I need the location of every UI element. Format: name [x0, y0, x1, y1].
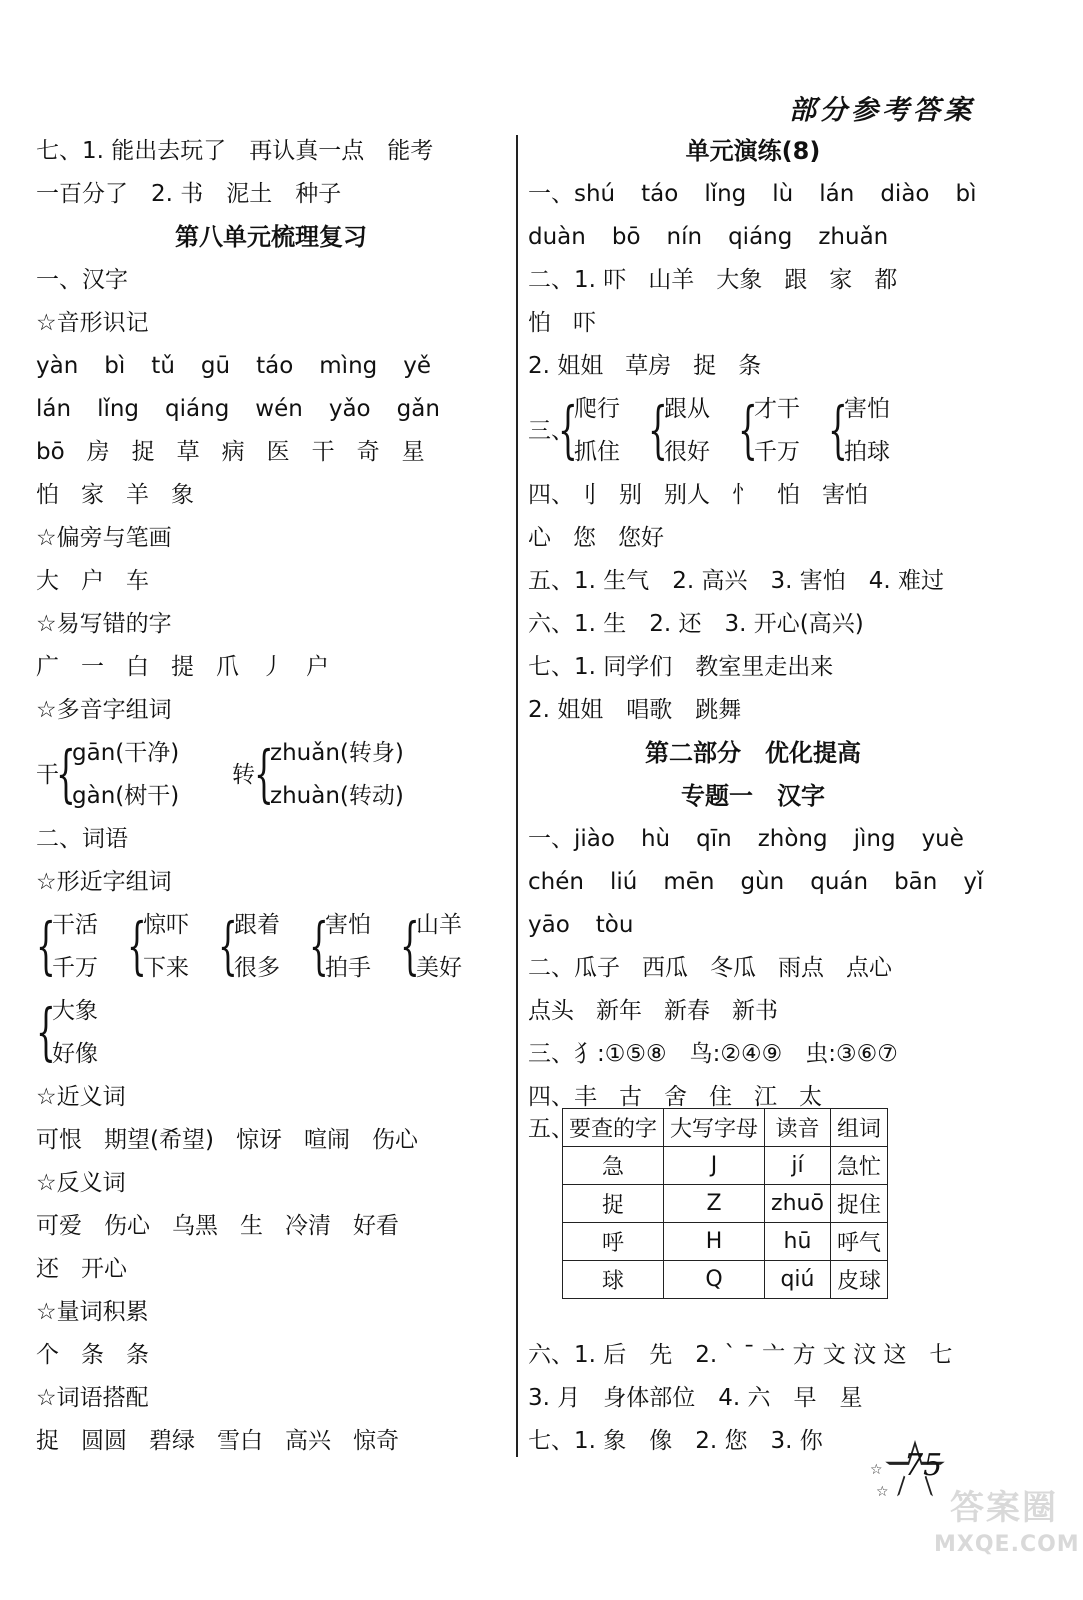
bracket-group [36, 904, 506, 990]
answer-item: 山羊 [648, 267, 695, 293]
pinyin-item: bō [611, 224, 641, 250]
answer-item: 一 [81, 654, 104, 680]
answer-line [528, 947, 978, 990]
polyphone-char: 转 [232, 762, 255, 788]
answer-item: 捉 [36, 1428, 59, 1454]
polyphone-pair [58, 732, 179, 818]
pinyin-item: yě [403, 353, 432, 379]
answer-line: 六、1. 后 先 2. ` ˉ 亠 方 文 汶 这 七 [528, 1342, 953, 1368]
page-number: 75 [904, 1448, 943, 1483]
answer-item: 丿 [261, 654, 284, 680]
pinyin-item: hù [640, 826, 671, 852]
answer-item: 二、1. 吓 [528, 267, 627, 293]
answer-item: 圆圆 [81, 1428, 127, 1454]
column-divider [516, 135, 518, 1457]
pinyin-item: yàn [36, 353, 79, 379]
table-cell: 球 [563, 1261, 664, 1299]
answer-item: 太 [799, 1084, 822, 1110]
answer-item: 害怕 [822, 482, 868, 508]
pinyin-item: táo [256, 353, 294, 379]
pinyin-item: bì [104, 353, 126, 379]
answer-line: ☆反义词 [36, 1170, 126, 1196]
table-row [563, 1147, 888, 1185]
pinyin-item: mìng [319, 353, 378, 379]
answer-line [36, 431, 506, 474]
pinyin-item: duàn [528, 224, 586, 250]
answer-item: 开心 [81, 1256, 127, 1282]
answer-item: 碧绿 [149, 1428, 195, 1454]
answer-line: 七、1. 象 像 2. 您 3. 你 [528, 1428, 823, 1454]
section-heading: 第八单元梳理复习 [175, 223, 367, 251]
pinyin-item: mēn [663, 869, 715, 895]
pinyin-line [528, 818, 978, 861]
bracket-pair [38, 990, 98, 1076]
table-cell: 捉 [563, 1185, 664, 1223]
answer-item: 期望(希望) [104, 1127, 214, 1153]
pinyin-item: lǐng [704, 181, 747, 207]
bracket-word: { 才干 [754, 396, 800, 422]
answer-item: 您 [573, 525, 596, 551]
lookup-table [562, 1108, 888, 1299]
bracket-word: { 干活 [52, 912, 98, 938]
bracket-group [36, 990, 506, 1076]
answer-item: 乌黑 [172, 1213, 218, 1239]
answer-line [36, 1420, 506, 1463]
answer-item: 伤心 [104, 1213, 150, 1239]
answer-item: 生 [240, 1213, 263, 1239]
answer-item: 条 [738, 353, 762, 379]
answer-line: 七、1. 能出去玩了 再认真一点 能考 [36, 138, 434, 164]
answer-item: 病 [221, 439, 245, 465]
answer-item: 家 [81, 482, 104, 508]
table-header-row [563, 1109, 888, 1147]
bracket-pair [830, 388, 890, 474]
answer-item: 广 [36, 654, 59, 680]
pinyin-line [36, 388, 506, 431]
answer-line [528, 259, 978, 302]
answer-item: 江 [754, 1084, 777, 1110]
answer-item: 捉 [131, 439, 155, 465]
pinyin-item: lǐng [97, 396, 140, 422]
answer-item: 二、瓜子 [528, 955, 620, 981]
polyphone-word: { zhuǎn(转身) [270, 740, 404, 766]
answer-item: 伤心 [371, 1127, 418, 1153]
small-star-icon: ☆ [870, 1462, 883, 1478]
answer-line: 一百分了 2. 书 泥土 种子 [36, 181, 342, 207]
table-cell: Q [664, 1261, 765, 1299]
pinyin-item: 一、jiào [528, 826, 615, 852]
bracket-word: 千万 [754, 439, 800, 465]
answer-item: 您好 [618, 525, 664, 551]
pinyin-item: tòu [595, 912, 634, 938]
answer-item: 别人 [664, 482, 710, 508]
answer-item: 跟 [784, 267, 808, 293]
bracket-word: { 害怕 [844, 396, 890, 422]
table-cell: 急忙 [830, 1147, 887, 1185]
pinyin-item: lán [819, 181, 855, 207]
bracket-word: { 跟从 [664, 396, 710, 422]
answer-line: ☆量词积累 [36, 1299, 149, 1325]
table-cell: H [664, 1223, 765, 1261]
pinyin-item: qiáng [165, 396, 230, 422]
table-cell: 呼气 [830, 1223, 887, 1261]
pinyin-item: bān [894, 869, 938, 895]
bracket-word: 很好 [664, 439, 710, 465]
answer-line [36, 646, 506, 689]
pinyin-item: gùn [740, 869, 785, 895]
bracket-word: { 害怕 [325, 912, 371, 938]
bracket-word: 美好 [416, 955, 462, 981]
answer-item: 住 [709, 1084, 732, 1110]
answer-item: 捉 [693, 353, 717, 379]
watermark [930, 1480, 1080, 1600]
answer-item: 心 [528, 525, 551, 551]
answer-item: 惊奇 [353, 1428, 399, 1454]
table-cell: qiú [765, 1261, 831, 1299]
table-cell: zhuō [765, 1185, 831, 1223]
polyphone-pair [256, 732, 404, 818]
answer-item: 新春 [664, 998, 710, 1024]
section-heading: 单元演练(8) [685, 137, 821, 165]
table-cell: Z [664, 1185, 765, 1223]
answer-item: 怕 [36, 482, 59, 508]
bracket-group [528, 388, 978, 474]
answer-line: ☆形近字组词 [36, 869, 172, 895]
section-heading: 第二部分 优化提高 [645, 739, 861, 767]
table-cell: 捉住 [830, 1185, 887, 1223]
table-cell: 呼 [563, 1223, 664, 1261]
answer-item: 家 [829, 267, 853, 293]
answer-item: 条 [126, 1342, 149, 1368]
pinyin-line [528, 904, 978, 947]
pinyin-item: yāo [528, 912, 570, 938]
answer-item: 还 [36, 1256, 59, 1282]
answer-item: 房 [86, 439, 110, 465]
pinyin-item: gū [200, 353, 231, 379]
table-row [563, 1223, 888, 1261]
bracket-pair [311, 904, 371, 990]
left-column [36, 130, 506, 1463]
answer-item: 户 [306, 654, 329, 680]
answer-item: 提 [171, 654, 194, 680]
table-header-cell: 要查的字 [563, 1109, 664, 1147]
answer-item: 奇 [356, 439, 380, 465]
bracket-word: 拍球 [844, 439, 890, 465]
table-cell: 急 [563, 1147, 664, 1185]
answer-line: 一、汉字 [36, 267, 128, 293]
answer-item: 户 [81, 568, 104, 594]
bracket-word: 千万 [52, 955, 98, 981]
answer-item: 喧闹 [303, 1127, 350, 1153]
answer-item: 草 [176, 439, 200, 465]
pinyin-item: yǎo [328, 396, 371, 422]
bracket-word: 抓住 [574, 439, 620, 465]
answer-line [528, 990, 978, 1033]
pinyin-item: diào [880, 181, 930, 207]
page-header-title: 部分参考答案 [789, 95, 975, 126]
answer-item: 舍 [664, 1084, 687, 1110]
pinyin-item: qiáng [728, 224, 793, 250]
answer-line: ☆近义词 [36, 1084, 126, 1110]
answer-line: 三、犭:①⑤⑧ 鸟:②④⑨ 虫:③⑥⑦ [528, 1041, 898, 1067]
answer-line [36, 560, 506, 603]
pinyin-item: zhuǎn [818, 224, 889, 250]
answer-item: 都 [874, 267, 898, 293]
answer-line [528, 345, 978, 388]
answer-item: 大 [36, 568, 59, 594]
pinyin-item: tǔ [151, 353, 175, 379]
pinyin-line [528, 216, 978, 259]
polyphone-word: { gān(干净) [72, 740, 180, 766]
bracket-word: 很多 [234, 955, 280, 981]
answer-line: ☆音形识记 [36, 310, 149, 336]
pinyin-item: jìng [853, 826, 896, 852]
answer-line [528, 302, 978, 345]
pinyin-item: zhòng [757, 826, 828, 852]
answer-item: 车 [126, 568, 149, 594]
pinyin-item: nín [666, 224, 703, 250]
answer-line: 六、1. 生 2. 还 3. 开心(高兴) [528, 611, 864, 637]
answer-item: 四、刂 [528, 482, 597, 508]
pinyin-item: chén [528, 869, 584, 895]
pinyin-item: liú [609, 869, 638, 895]
answer-item: 点头 [528, 998, 574, 1024]
answer-item: 象 [171, 482, 194, 508]
table-row [563, 1185, 888, 1223]
bracket-pair [38, 904, 98, 990]
table-header-cell: 组词 [830, 1109, 887, 1147]
pinyin-item: 一、shú [528, 181, 616, 207]
bracket-pair [740, 388, 800, 474]
bracket-word: { 惊吓 [143, 912, 189, 938]
group-lead: 三、 [528, 418, 574, 444]
answer-item: 西瓜 [642, 955, 688, 981]
pinyin-item: táo [641, 181, 679, 207]
small-star-icon: ☆ [876, 1484, 889, 1500]
section-heading: 专题一 汉字 [681, 782, 825, 810]
pinyin-line [528, 861, 984, 904]
answer-line: 2. 姐姐 唱歌 跳舞 [528, 697, 742, 723]
pinyin-line [36, 345, 506, 388]
answer-line: 七、1. 同学们 教室里走出来 [528, 654, 834, 680]
pinyin-item: yǐ [963, 869, 984, 895]
table-cell: jí [765, 1147, 831, 1185]
bracket-pair [402, 904, 462, 990]
pinyin-item: lù [772, 181, 794, 207]
bracket-word: 好像 [52, 1041, 98, 1067]
answer-item: 干 [311, 439, 335, 465]
answer-line: ☆多音字组词 [36, 697, 172, 723]
answer-item: 草房 [625, 353, 672, 379]
table-cell: J [664, 1147, 765, 1185]
answer-item: 雪白 [217, 1428, 263, 1454]
watermark-url: MXQE.COM [934, 1532, 1080, 1557]
answer-line: ☆词语搭配 [36, 1385, 149, 1411]
bracket-word: { 大象 [52, 998, 98, 1024]
pinyin-item: wén [255, 396, 303, 422]
pinyin-item: bì [955, 181, 977, 207]
bracket-word: 拍手 [325, 955, 371, 981]
answer-item: 个 [36, 1342, 59, 1368]
bracket-word: { 山羊 [416, 912, 462, 938]
bracket-pair [560, 388, 620, 474]
bracket-pair [650, 388, 710, 474]
answer-line [36, 1248, 506, 1291]
answer-line [36, 474, 506, 517]
answer-item: 可爱 [36, 1213, 82, 1239]
answer-item: 别 [619, 482, 642, 508]
table-lead: 五、 [528, 1116, 574, 1142]
table-cell: 皮球 [830, 1261, 887, 1299]
answer-item: 惊讶 [235, 1127, 282, 1153]
answer-item: 2. 姐姐 [528, 353, 604, 379]
answer-item: 吓 [573, 310, 596, 336]
polyphone-word: gàn(树干) [72, 783, 180, 809]
answer-item: 四、丰 [528, 1084, 597, 1110]
pinyin-item: gǎn [396, 396, 440, 422]
answer-item: 条 [81, 1342, 104, 1368]
polyphone-word: zhuàn(转动) [270, 783, 404, 809]
table-row [563, 1261, 888, 1299]
answer-item: 星 [401, 439, 425, 465]
answer-item: 雨点 [778, 955, 824, 981]
pinyin-item: lán [36, 396, 72, 422]
answer-item: 冬瓜 [710, 955, 756, 981]
table-header-cell: 读音 [765, 1109, 831, 1147]
pinyin-item: qīn [696, 826, 732, 852]
bracket-pair [129, 904, 189, 990]
answer-item: 爪 [216, 654, 239, 680]
bracket-word: 下来 [143, 955, 189, 981]
answer-item: 怕 [528, 310, 551, 336]
answer-line: ☆偏旁与笔画 [36, 525, 172, 551]
polyphone-char: 干 [36, 762, 59, 788]
answer-item: bō [36, 439, 65, 465]
answer-line [36, 1205, 506, 1248]
answer-item: 点心 [846, 955, 892, 981]
answer-line [528, 474, 978, 517]
pinyin-item: quán [810, 869, 869, 895]
answer-item: 古 [619, 1084, 642, 1110]
answer-line [528, 517, 978, 560]
table-header-cell: 大写字母 [664, 1109, 765, 1147]
pinyin-line [528, 173, 978, 216]
answer-item: 怕 [777, 482, 800, 508]
polyphone-group [36, 732, 506, 818]
answer-item: 大象 [716, 267, 763, 293]
answer-item: 可恨 [36, 1127, 82, 1153]
watermark-logo-text: 答案圈 [950, 1488, 1058, 1528]
answer-item: 好看 [353, 1213, 399, 1239]
answer-item: 羊 [126, 482, 149, 508]
answer-line: ☆易写错的字 [36, 611, 172, 637]
bracket-word: { 爬行 [574, 396, 620, 422]
answer-item: 忄 [732, 482, 755, 508]
answer-item: 医 [266, 439, 290, 465]
answer-line [36, 1334, 506, 1377]
answer-line: 五、1. 生气 2. 高兴 3. 害怕 4. 难过 [528, 568, 945, 594]
answer-item: 新年 [596, 998, 642, 1024]
answer-item: 高兴 [285, 1428, 331, 1454]
answer-item: 白 [126, 654, 149, 680]
table-cell: hū [765, 1223, 831, 1261]
bracket-word: { 跟着 [234, 912, 280, 938]
bracket-pair [220, 904, 280, 990]
answer-line [36, 1119, 506, 1162]
answer-item: 冷清 [285, 1213, 331, 1239]
answer-line: 3. 月 身体部位 4. 六 早 星 [528, 1385, 863, 1411]
answer-item: 新书 [732, 998, 778, 1024]
answer-line: 二、词语 [36, 826, 128, 852]
pinyin-item: yuè [921, 826, 964, 852]
